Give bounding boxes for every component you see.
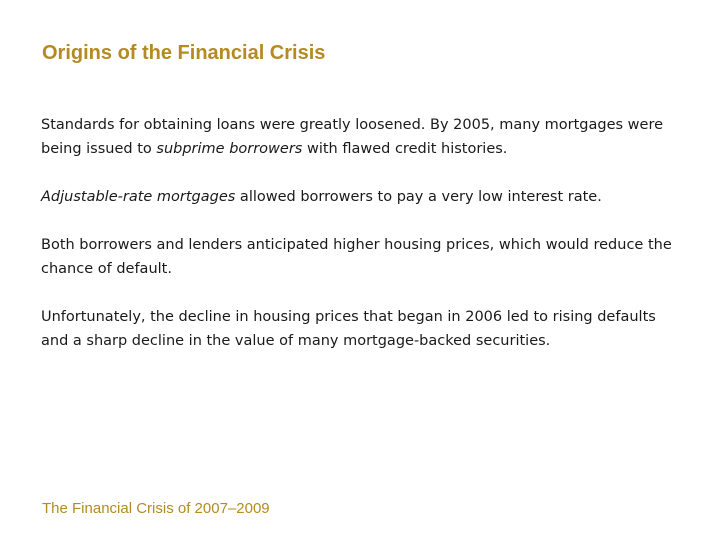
emphasis-term: Adjustable-rate mortgages [41, 189, 236, 205]
slide-footer: The Financial Crisis of 2007–2009 [42, 500, 270, 517]
paragraph-adjustable-rate [41, 185, 681, 209]
slide-title: Origins of the Financial Crisis [42, 42, 326, 64]
paragraph-text: Both borrowers and lenders anticipated higher housing prices, which would reduce the chance of default. [41, 237, 672, 277]
paragraph-text: Unfortunately, the decline in housing prices that began in 2006 led to rising defaults and a sharp decline in the value of many mortgage-backed securities. [41, 309, 656, 349]
paragraph-text: Standards for obtaining loans were greatly loosened. By 2005, many mortgages were being issued to [41, 117, 664, 157]
emphasis-term: subprime borrowers [156, 141, 303, 157]
paragraph-housing-prices [41, 233, 681, 281]
paragraph-decline [41, 305, 681, 353]
paragraph-text: allowed borrowers to pay a very low interest rate. [235, 189, 602, 205]
paragraph-text: with flawed credit histories. [302, 141, 508, 157]
paragraph-loan-standards [41, 113, 681, 161]
